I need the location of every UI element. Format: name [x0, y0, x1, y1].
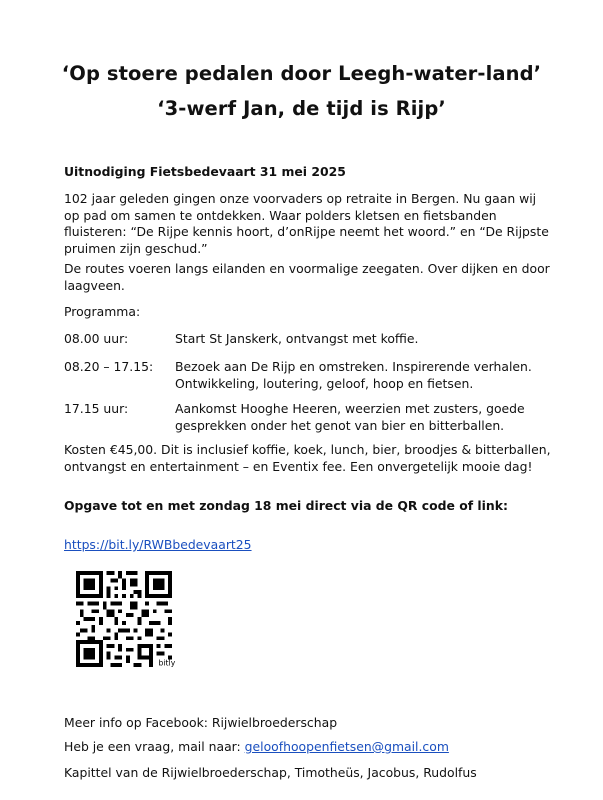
mail-prefix: Heb je een vraag, mail naar:	[64, 739, 245, 754]
footer-signature: Kapittel van de Rijwielbroederschap, Timotheüs, Jacobus, Rudolfus	[64, 765, 477, 780]
qr-code-image[interactable]	[76, 571, 176, 668]
program-time: 08.00 uur:	[64, 331, 129, 346]
qr-brand-label: bitly	[158, 658, 176, 668]
title-line-1: ‘Op stoere pedalen door Leegh-water-land’	[61, 62, 542, 85]
costs-paragraph: Kosten €45,00. Dit is inclusief koffie, koek, lunch, bier, broodjes & bitterballen, ontvangst en entertainment – en Eventix fee. Een onvergetelijk mooie dag!	[64, 442, 551, 474]
intro-paragraph: 102 jaar geleden gingen onze voorvaders op retraite in Bergen. Nu gaan wij op pad om samen te ontdekken. Waar polders kletsen en fietsbanden fluisteren: “De Rijpe kennis hoort, d’onRijpe neemt het woord.” en “De Rijpste pruimen zijn geschud.”	[64, 191, 549, 256]
email-link[interactable]: geloofhoopenfietsen@gmail.com	[244, 739, 449, 754]
program-description: Aankomst Hooghe Heeren, weerzien met zusters, goede gesprekken onder het genot van bier en bitterballen.	[175, 401, 525, 433]
routes-paragraph: De routes voeren langs eilanden en voormalige zeegaten. Over dijken en door laagveen.	[64, 261, 550, 293]
title-line-2: ‘3-werf Jan, de tijd is Rijp’	[157, 97, 446, 120]
program-time: 17.15 uur:	[64, 401, 129, 416]
program-description: Bezoek aan De Rijp en omstreken. Inspirerende verhalen. Ontwikkeling, loutering, geloof, hoop en fietsen.	[175, 359, 532, 391]
program-label: Programma:	[64, 304, 141, 319]
signup-heading: Opgave tot en met zondag 18 mei direct via de QR code of link:	[64, 498, 508, 513]
program-time: 08.20 – 17.15:	[64, 359, 154, 374]
registration-link[interactable]: https://bit.ly/RWBbedevaart25	[64, 537, 252, 552]
facebook-info: Meer info op Facebook: Rijwielbroederschap	[64, 715, 338, 730]
invitation-subtitle: Uitnodiging Fietsbedevaart 31 mei 2025	[64, 164, 346, 179]
program-description: Start St Janskerk, ontvangst met koffie.	[175, 331, 419, 346]
contact-line	[64, 739, 554, 756]
